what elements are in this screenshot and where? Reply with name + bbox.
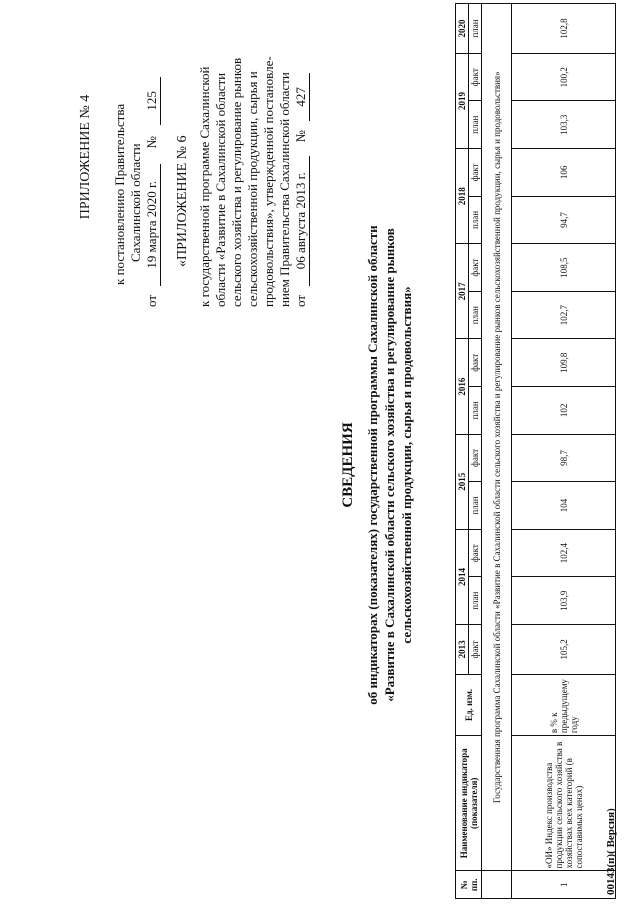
program-row bbox=[482, 4, 512, 899]
fact-header: факт bbox=[469, 149, 482, 197]
plan-header: план bbox=[469, 482, 482, 530]
appendix-date: 19 марта 2020 г. bbox=[144, 164, 161, 286]
heading-line: сельскохозяйственной продукции, сырья и продовольствия» bbox=[399, 286, 414, 644]
appendix-date-line bbox=[144, 47, 161, 307]
fact-header: факт bbox=[469, 434, 482, 482]
plan-header: план bbox=[469, 196, 482, 244]
year-header: 2020 bbox=[456, 4, 469, 54]
table-row bbox=[512, 4, 616, 899]
annex-from: от bbox=[293, 294, 308, 307]
appendix-number: 125 bbox=[144, 77, 161, 125]
annex-line: области «Развитие в Сахалинской области bbox=[213, 72, 228, 307]
value-cell: 102,4 bbox=[512, 529, 616, 577]
annex-line: сельского хозяйства и регулирование рынков bbox=[229, 57, 244, 307]
appendix-line: Сахалинской области bbox=[128, 143, 143, 262]
appendix-title: ПРИЛОЖЕНИЕ № 4 bbox=[78, 94, 93, 220]
annex-number-sign: № bbox=[293, 130, 308, 143]
indicators-table bbox=[455, 3, 616, 899]
value-cell: 100,2 bbox=[512, 53, 616, 101]
heading-line: «Развитие в Сахалинской области сельского хозяйства и регулирование рынков bbox=[382, 228, 397, 702]
plan-header: план bbox=[469, 387, 482, 435]
appendix-from: от bbox=[144, 294, 159, 307]
appendix-line: к постановлению Правительства bbox=[112, 103, 127, 285]
program-name: Государственная программа Сахалинской области «Развитие в Сахалинской области сельского хозяйства и регулирование рынков сельскохозяйственной продукции, сырья и продовольствия» bbox=[482, 4, 512, 872]
value-cell: 108,5 bbox=[512, 244, 616, 292]
value-cell: 105,2 bbox=[512, 625, 616, 675]
value-cell: 94,7 bbox=[512, 196, 616, 244]
value-cell: 104 bbox=[512, 482, 616, 530]
fact-header: факт bbox=[469, 339, 482, 387]
value-cell: 106 bbox=[512, 149, 616, 197]
annex-line: к государственной программе Сахалинской bbox=[197, 66, 212, 307]
fact-header: факт bbox=[469, 529, 482, 577]
plan-header: план bbox=[469, 577, 482, 625]
fact-header: факт bbox=[469, 625, 482, 675]
year-header: 2018 bbox=[456, 149, 469, 244]
value-cell: 98,7 bbox=[512, 434, 616, 482]
year-header: 2014 bbox=[456, 529, 469, 624]
appendix-block bbox=[78, 47, 161, 307]
fact-header: факт bbox=[469, 244, 482, 292]
annex-number: 427 bbox=[293, 73, 310, 121]
row-num: 1 bbox=[512, 871, 616, 899]
plan-header: план bbox=[469, 101, 482, 149]
annex-block bbox=[175, 7, 310, 307]
value-cell: 109,8 bbox=[512, 339, 616, 387]
plan-header: план bbox=[469, 291, 482, 339]
row-indicator-name: «ОИ» Индекс производства продукции сельского хозяйства в хозяйствах всех категорий (в сопоставимых ценах) bbox=[512, 736, 616, 871]
annex-line: сельскохозяйственной продукции, сырья и bbox=[245, 71, 260, 307]
year-header: 2013 bbox=[456, 625, 469, 675]
table-header-years bbox=[456, 4, 469, 899]
col-header-name: Наименование индикатора (показателя) bbox=[456, 736, 482, 871]
value-cell: 103,3 bbox=[512, 101, 616, 149]
annex-line: нием Правительства Сахалинской области bbox=[277, 72, 292, 307]
plan-header: план bbox=[469, 4, 482, 54]
value-cell: 103,9 bbox=[512, 577, 616, 625]
appendix-number-sign: № bbox=[144, 136, 159, 149]
value-cell: 102,7 bbox=[512, 291, 616, 339]
program-row-empty bbox=[482, 871, 512, 899]
year-header: 2016 bbox=[456, 339, 469, 434]
heading-main: СВЕДЕНИЯ bbox=[340, 422, 356, 508]
col-header-unit: Ед. изм. bbox=[456, 674, 482, 735]
annex-date: 06 августа 2013 г. bbox=[293, 156, 310, 286]
year-header: 2019 bbox=[456, 53, 469, 148]
year-header: 2015 bbox=[456, 434, 469, 529]
fact-header: факт bbox=[469, 53, 482, 101]
annex-title: «ПРИЛОЖЕНИЕ № 6 bbox=[175, 135, 190, 267]
value-cell: 102,8 bbox=[512, 4, 616, 54]
value-cell: 102 bbox=[512, 387, 616, 435]
heading-line: об индикаторах (показателях) государственной программы Сахалинской области bbox=[365, 225, 380, 705]
document-code: 00143(п)( Версия) bbox=[605, 808, 617, 895]
annex-date-line bbox=[293, 7, 310, 307]
col-header-num: № пп. bbox=[456, 871, 482, 899]
row-unit: в % к предыдущему году bbox=[512, 674, 616, 735]
year-header: 2017 bbox=[456, 244, 469, 339]
annex-line: продовольствия», утвержденной постановле- bbox=[261, 56, 276, 307]
